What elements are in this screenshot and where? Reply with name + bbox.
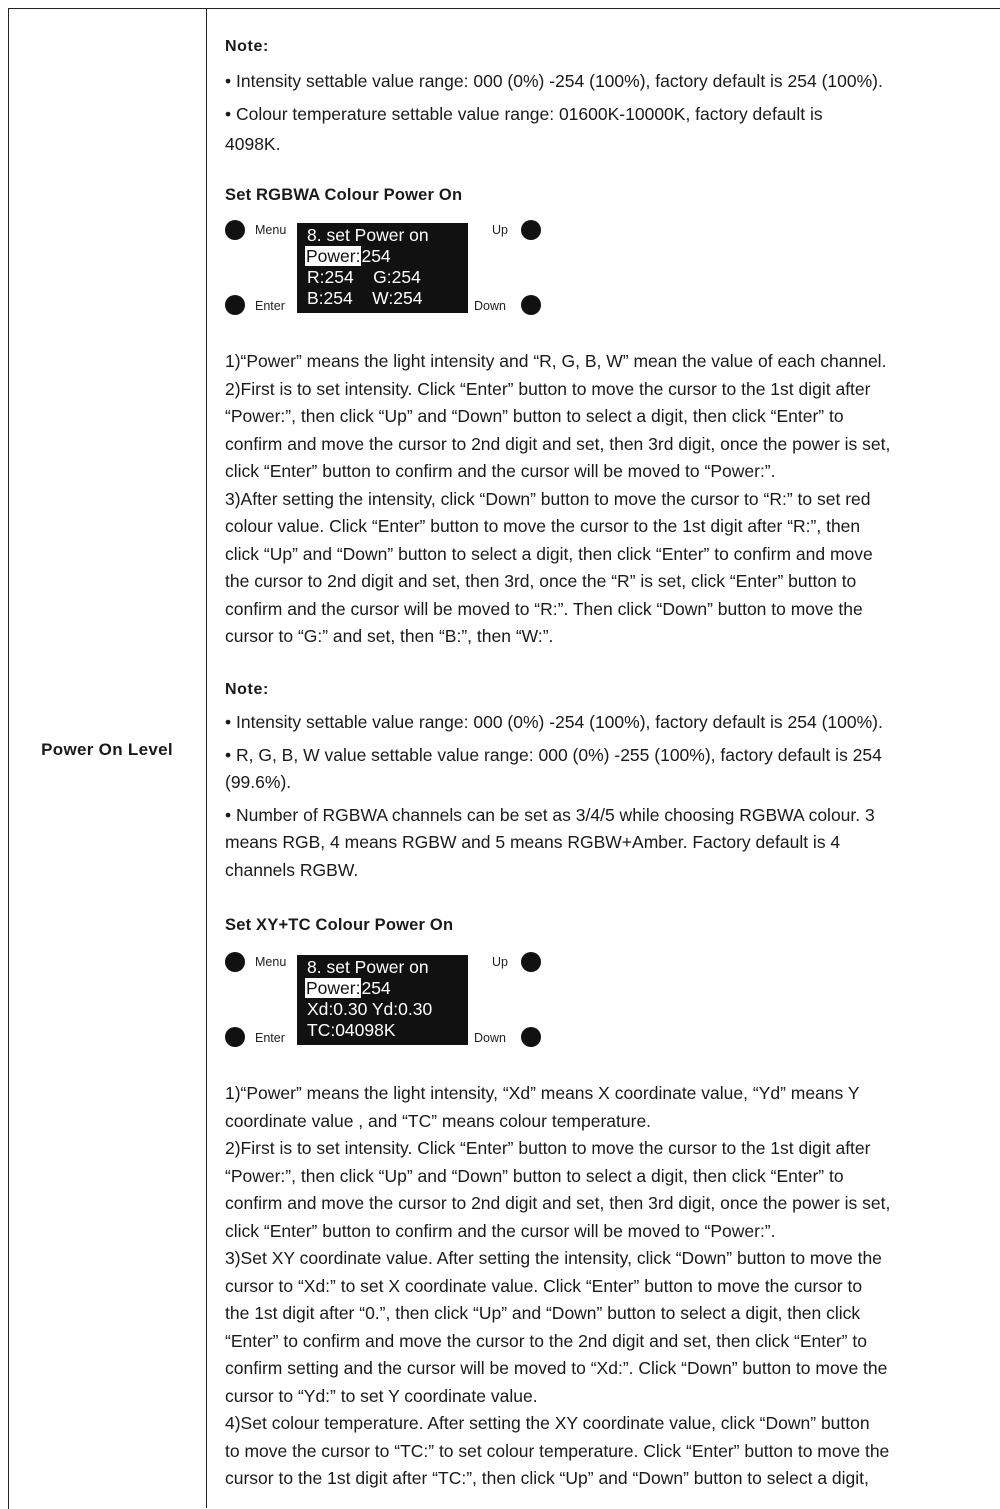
enter-button-icon — [225, 1027, 245, 1047]
lcd-line-power — [297, 246, 468, 267]
menu-label: Menu — [255, 223, 287, 237]
instructions-xytc — [225, 1080, 995, 1493]
lcd-line-power — [297, 978, 468, 999]
down-button-icon — [521, 1027, 541, 1047]
down-button-icon — [521, 295, 541, 315]
column-divider — [206, 8, 207, 1508]
up-label: Up — [492, 955, 508, 969]
text-line: confirm and move the cursor to 2nd digit and set, then 3rd digit, once the power is set, — [225, 433, 891, 454]
menu-button-icon — [225, 952, 245, 972]
up-button-icon — [521, 220, 541, 240]
note-heading: Note: — [225, 681, 269, 698]
section-heading-xytc: Set XY+TC Colour Power On — [225, 916, 454, 934]
up-button-icon — [521, 952, 541, 972]
text-line: “Power:”, then click “Up” and “Down” button to select a digit, then click “Enter” to — [225, 1165, 844, 1186]
text-line: colour value. Click “Enter” button to move the cursor to the 1st digit after “R:”, then — [225, 516, 861, 536]
menu-button-icon — [225, 220, 245, 240]
text-line: coordinate value , and “TC” means colour temperature. — [225, 1110, 652, 1131]
text-line: “Enter” to confirm and move the cursor to the 2nd digit and set, then click “Enter” to — [225, 1330, 867, 1351]
text-line: click “Enter” button to confirm and the cursor will be moved to “Power:”. — [225, 461, 776, 481]
enter-label: Enter — [255, 299, 285, 313]
text-line: 3)After setting the intensity, click “Down” button to move the cursor to “R:” to set red — [225, 488, 871, 509]
lcd-screen — [297, 223, 468, 313]
down-label: Down — [474, 1031, 506, 1045]
text-line: click “Enter” button to confirm and the cursor will be moved to “Power:”. — [225, 1220, 776, 1241]
section-heading-rgbwa: Set RGBWA Colour Power On — [225, 186, 463, 204]
note-lines — [225, 709, 995, 884]
text-line: 4)Set colour temperature. After setting the XY coordinate value, click “Down” button — [225, 1413, 870, 1433]
text-line: to move the cursor to “TC:” to set colour temperature. Click “Enter” button to move the — [225, 1440, 890, 1461]
text-line: “Power:”, then click “Up” and “Down” button to select a digit, then click “Enter” to — [225, 406, 844, 426]
row-label: Power On Level — [41, 740, 173, 759]
enter-label: Enter — [255, 1031, 285, 1045]
note-lines — [225, 66, 995, 159]
text-line: 1)“Power” means the light intensity and “R, G, B, W” mean the value of each channel. — [225, 351, 887, 371]
lcd-line-tc: TC:04098K — [307, 1020, 396, 1040]
lcd-power-value: 254 — [361, 246, 391, 266]
instructions-rgbwa — [225, 348, 995, 651]
note-line: (99.6%). — [225, 772, 292, 792]
controller-panel-rgbwa — [225, 219, 545, 314]
text-line: cursor to the 1st digit after “TC:”, then click “Up” and “Down” button to select a digit, — [225, 1468, 869, 1488]
enter-button-icon — [225, 295, 245, 315]
text-line: cursor to “G:” and set, then “B:”, then “W:”. — [225, 626, 554, 646]
lcd-line-rg: R:254 G:254 — [307, 267, 421, 287]
note-line: • Colour temperature settable value range: 01600K-10000K, factory default is — [225, 104, 823, 124]
text-line: 1)“Power” means the light intensity, “Xd” means X coordinate value, “Yd” means Y — [225, 1083, 860, 1103]
lcd-line-xy: Xd:0.30 Yd:0.30 — [307, 999, 433, 1019]
text-line: the cursor to 2nd digit and set, then 3rd, once the “R” is set, click “Enter” button to — [225, 571, 857, 591]
text-line: cursor to “Xd:” to set X coordinate value. Click “Enter” button to move the cursor to — [225, 1275, 863, 1296]
text-line: cursor to “Yd:” to set Y coordinate value. — [225, 1385, 538, 1406]
lcd-line-title: 8. set Power on — [307, 225, 429, 245]
text-line: 2)First is to set intensity. Click “Enter” button to move the cursor to the 1st digit after — [225, 1138, 871, 1158]
up-label: Up — [492, 223, 508, 237]
note-line: 4098K. — [225, 134, 281, 154]
down-label: Down — [474, 299, 506, 313]
lcd-cursor-highlight: Power: — [306, 246, 361, 266]
lcd-power-value: 254 — [361, 978, 391, 998]
note-line: • Intensity settable value range: 000 (0%) -254 (100%), factory default is 254 (100%). — [225, 712, 883, 732]
text-line: confirm and the cursor will be moved to “R:”. Then click “Down” button to move the — [225, 598, 863, 619]
note-line: channels RGBW. — [225, 859, 359, 880]
note-line: • Number of RGBWA channels can be set as 3/4/5 while choosing RGBWA colour. 3 — [225, 804, 875, 825]
text-line: the 1st digit after “0.”, then click “Up” and “Down” button to select a digit, then click — [225, 1303, 861, 1323]
text-line: 2)First is to set intensity. Click “Enter” button to move the cursor to the 1st digit after — [225, 378, 871, 399]
note-line: means RGB, 4 means RGBW and 5 means RGBW+Amber. Factory default is 4 — [225, 832, 841, 852]
text-line: confirm and move the cursor to 2nd digit and set, then 3rd digit, once the power is set, — [225, 1193, 891, 1213]
text-line: 3)Set XY coordinate value. After setting the intensity, click “Down” button to move the — [225, 1248, 882, 1268]
lcd-cursor-highlight: Power: — [306, 978, 361, 998]
text-line: confirm setting and the cursor will be moved to “Xd:”. Click “Down” button to move the — [225, 1358, 888, 1378]
lcd-screen — [297, 955, 468, 1045]
menu-label: Menu — [255, 955, 287, 969]
controller-panel-xytc — [225, 951, 545, 1046]
lcd-line-title: 8. set Power on — [307, 957, 429, 977]
text-line: click “Up” and “Down” button to select a digit, then click “Enter” to confirm and move — [225, 543, 873, 564]
note-line: • Intensity settable value range: 000 (0%) -254 (100%), factory default is 254 (100%). — [225, 71, 883, 91]
note-line: • R, G, B, W value settable value range: 000 (0%) -255 (100%), factory default is 254 — [225, 744, 882, 765]
lcd-line-bw: B:254 W:254 — [307, 288, 423, 308]
note-heading: Note: — [225, 38, 269, 55]
